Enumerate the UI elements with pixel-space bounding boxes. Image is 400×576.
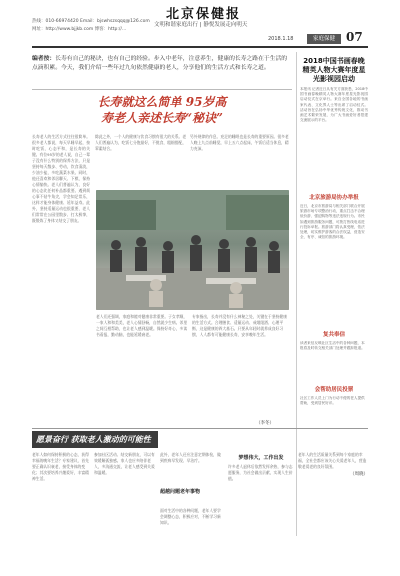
- issue-date: 2018.1.18: [268, 36, 294, 42]
- article-column-3-top: 另外规律的作息、充足的睡眠也是长寿的重要原因。很多老人晚上九点前睡觉，早上五六点起床，午饭后适当休息，精力充沛。: [190, 134, 289, 151]
- intro-divider: [32, 89, 292, 90]
- page-header: [0, 0, 400, 52]
- bottom-column-5-text: 老年人的生活质量关系到每个家庭的幸福，全社会都应该关心关爱老年人，营造敬老爱老的良好氛围。: [298, 452, 367, 469]
- article-column-2-top: 除此之外，一个人的健康与饮食习惯有很大的关系。老人们普遍认为，吃饭七分饱最好，不挑食，粗细搭配，荤素结合。: [95, 134, 187, 151]
- sidebar-heading-2: 北京旅游局协办举报: [309, 195, 359, 201]
- bottom-column-3-text-a: 此外，老年人还应注意定期体检，做到疾病早发现、早治疗。: [160, 452, 221, 463]
- editor-note: [32, 55, 292, 72]
- bottom-subheading-1: 超越问题老年事物: [160, 489, 201, 495]
- website-line: 网址：http://www.bjjkb.com 博客：http://...: [32, 27, 127, 32]
- newspaper-name: 北京保健报: [166, 7, 242, 22]
- sidebar-article-3: 读者来信反映社区生活中的各种问题，本报将及时转交相关部门处理并跟踪报道。: [300, 341, 365, 351]
- bottom-column-5: [298, 452, 368, 536]
- article-column-3-bottom: 专家指出，长寿并没有什么神秘之处，关键在于坚持健康的生活方式。合理膳食、适量运动、戒烟限酒、心理平衡，这是健康的四大基石。只要从年轻时就养成良好习惯，人人都有可能健康长寿，安享晚年生活。: [192, 314, 287, 337]
- article-byline: （李冬）: [256, 421, 274, 426]
- editor-note-lead: 编者按：: [32, 56, 56, 62]
- headline-line-1: 长寿就这么简单 95岁高: [97, 95, 227, 109]
- bottom-column-3: [160, 452, 224, 536]
- sidebar-article-4: 社区工作人员上门为行动不便的老人提供帮助，受到居民好评。: [300, 396, 365, 406]
- article-column-2-bottom: 老人们还强调，家庭和睦对健康非常重要。子女孝顺，一家人和和美美，老人心情舒畅，自然就少生病。邻里之间互相帮助，也让老人感到温暖。保持好奇心，多读书看报，勤动脑，也能延缓衰老。: [96, 314, 188, 337]
- newspaper-slogan: 文明和谐家庭出行 | 静悦发展走向明天: [154, 22, 248, 28]
- header-divider: [32, 46, 368, 48]
- sidebar-title: 2018中国书画春晚精英人物大赛年度星光影视园启动: [302, 57, 366, 83]
- sidebar-heading-4: 会帮助居民投票: [314, 387, 354, 393]
- bottom-column-3-text-b: 面对生活中的各种问题，老年人要学会调整心态，积极应对，不断学习新知识。: [160, 508, 221, 525]
- sidebar-article-1: 本报讯 记者近日从有关方面获悉，2018中国书画春晚精英人物大赛年度星光影视园启动仪式在京举行。来自全国各地的书画家代表、文化界人士等出席了启动仪式。活动旨在弘扬中华优秀传统文化，推动书画艺术繁荣发展，为广大书画爱好者搭建交流展示的平台。: [300, 87, 368, 123]
- bottom-column-4: [228, 452, 294, 536]
- bottom-column-5-byline: （周晓）: [350, 472, 368, 477]
- page-number: 07: [346, 30, 363, 44]
- bottom-subheading-2: 梦想伟大，工作出发: [238, 455, 284, 461]
- bottom-banner-title: 愿景奋行 获取老人激动的可能性: [32, 431, 158, 448]
- elderly-group-photo: [96, 190, 289, 310]
- bottom-section-divider: [32, 428, 368, 429]
- section-tag: 家庭保健: [307, 34, 341, 44]
- bottom-column-1: 老年人如何保持积极的心态，获得幸福的晚年生活？专家建议，首先要正确认识衰老，接受身体的变化；其次要培养兴趣爱好，丰富精神生活。: [32, 452, 89, 481]
- headline-line-2: 寿老人亲述长寿“秘诀”: [101, 111, 223, 125]
- sidebar-article-2: 近日，北京市旅游局与相关部门联合开展旅游市场专项整治行动，重点打击不合理低价游、强迫购物等违法违规行为。市民如遇到旅游服务问题，可拨打热线电话进行投诉举报。旅游部门将认真受理，依法处理，切实维护游客的合法权益，营造安全、有序、诚信的旅游环境。: [300, 204, 365, 240]
- editor-note-text: 长寿有自己的秘诀，也有自己的经验。步入中老年，注意养生，健康的长寿之路在于生活的点滴积累。今天，我们介绍一些年过九旬依然健康的老人，分享他们的生活方式和长寿之道。: [32, 56, 288, 71]
- article-photo: [96, 190, 289, 310]
- contact-line: 热线：010-66974420 Email：bjswhszsqqq@126.com: [32, 19, 150, 24]
- bottom-column-2: 参加社区活动、结交新朋友，可以有效缓解孤独感。家人也应多陪伴老人，多沟通交流，让老人感受到关爱和温暖。: [94, 452, 155, 475]
- article-headline: [62, 94, 262, 126]
- article-column-1: 长寿老人的生活方式往往很简单。很多老人都说，每天早睡早起，按时吃饭，心态平和，是长寿的关键。有位95岁的老人说，自己一辈子没有什么特别的保养方法，只是坚持每天散步、劳动，饮食清淡，少油少盐，多吃蔬菜水果。同时，他还喜欢和邻居聊天、下棋，保持心情愉快。老人们普遍认为，良好的心态比任何补品都重要。遇到烦心事不钻牛角尖，学会知足常乐，这样才能身体健康、延年益寿。此外，坚持适量运动也很重要，老人们常常在公园里散步、打太极拳，既锻炼了身体又结交了朋友。: [32, 134, 90, 223]
- sidebar-heading-3: 复共奉信: [322, 332, 345, 338]
- bottom-column-4-text: 许多老人退休后依然发挥余热，参与志愿服务，为社会做出贡献，实现人生价值。: [228, 464, 293, 481]
